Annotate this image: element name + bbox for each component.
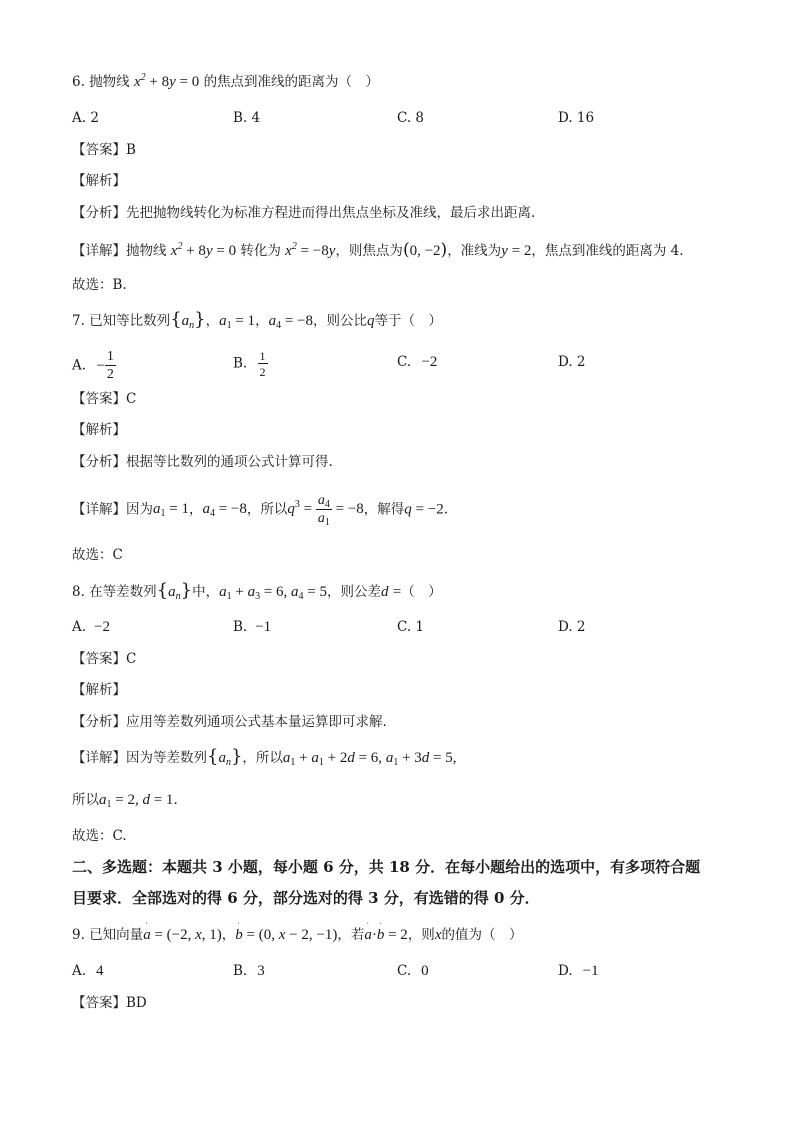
choose-line: 故选：C. (72, 828, 127, 844)
answer-label: 【答案】 (72, 142, 126, 158)
answer-value: B (126, 142, 136, 158)
choose-line: 故选：C (72, 547, 123, 563)
section-heading: 二、多选题：本题共 3 小题，每小题 6 分，共 18 分．在每小题给出的选项中，有多项符合题 (72, 858, 701, 876)
option-d[interactable]: D. 2 (558, 354, 586, 370)
analysis-label: 【解析】 (72, 422, 126, 438)
option-b[interactable]: B. 4 (233, 110, 261, 126)
answer-line: 【答案】C (72, 391, 137, 407)
detail-line: 【详解】因为等差数列$\{a_n\}$，所以$a_1 + a_1 + 2d = 6$, $a_1 + 3d = 5$, (72, 746, 457, 768)
fenxi-line: 【分析】根据等比数列的通项公式计算可得. (72, 454, 333, 470)
option-a[interactable]: A. −2 (72, 619, 111, 635)
option-b[interactable]: B. 3 (233, 963, 265, 979)
question-9-stem: 9. 已知向量ˈ a = (−2, x, 1)，ˈ b = (0, x − 2, −1)，若ˈ a·ˈ b = 2，则x的值为（ ） (72, 925, 522, 945)
option-d[interactable]: D. 16 (558, 110, 595, 126)
option-c[interactable]: C. 8 (397, 110, 425, 126)
choose-line: 故选：B. (72, 277, 127, 293)
question-6-stem: 6. 抛物线 $x^2 + 8y = 0$ 的焦点到准线的距离为（ ） (72, 72, 380, 90)
section-heading-line-2: 目要求．全部选对的得 6 分，部分选对的得 3 分，有选错的得 0 分． (72, 889, 540, 907)
question-8-stem: 8. 在等差数列$\{a_n\}$中，$a_1 + a_3 = 6$, $a_4 = 5$，则公差d =（ ） (72, 580, 442, 602)
option-a[interactable]: A. 2 (72, 110, 99, 126)
option-d[interactable]: D. −1 (558, 963, 599, 979)
question-number: 9. (72, 927, 85, 943)
fenxi-line: 【分析】先把抛物线转化为标准方程进而得出焦点坐标及准线，最后求出距离. (72, 205, 536, 221)
option-c[interactable]: C. −2 (397, 354, 438, 370)
detail-line-2: 所以$a_1 = 2$, d = 1. (72, 792, 178, 810)
fenxi-line: 【分析】应用等差数列通项公式基本量运算即可求解. (72, 714, 387, 730)
detail-line: 【详解】因为$a_1 = 1$，$a_4 = -8$，所以$q^3$ = $\frac{a_4}{a_1}$ = −8，解得q = −2. (72, 493, 448, 528)
answer-line: 【答案】C (72, 651, 137, 667)
option-c[interactable]: C. 1 (397, 619, 425, 635)
option-a[interactable]: A. − $\frac{1}{2}$ (72, 349, 114, 382)
option-b[interactable]: B. $\frac{1}{2}$ (233, 349, 266, 379)
answer-line: 【答案】BD (72, 995, 147, 1011)
detail-line: 【详解】抛物线 $x^2 + 8y = 0$ 转化为 $x^2 = -8y$，则焦点为(0, −2)，准线为y = 2，焦点到准线的距离为 4. (72, 240, 684, 260)
answer-line (72, 140, 136, 160)
question-number: 8. (72, 584, 85, 600)
option-b[interactable]: B. −1 (233, 619, 272, 635)
option-d[interactable]: D. 2 (558, 619, 586, 635)
analysis-label: 【解析】 (72, 682, 126, 698)
math-expression: $x^2 + 8y = 0$ (133, 72, 200, 90)
question-7-stem: 7. 已知等比数列$\{a_n\}$，$a_1 = 1$，$a_4 = -8$，则公比q等于（ ） (72, 309, 442, 331)
question-number: 6. (72, 74, 85, 90)
option-a[interactable]: A. 4 (72, 963, 104, 979)
analysis-label: 【解析】 (72, 173, 126, 189)
option-c[interactable]: C. 0 (397, 963, 429, 979)
question-number: 7. (72, 313, 85, 329)
